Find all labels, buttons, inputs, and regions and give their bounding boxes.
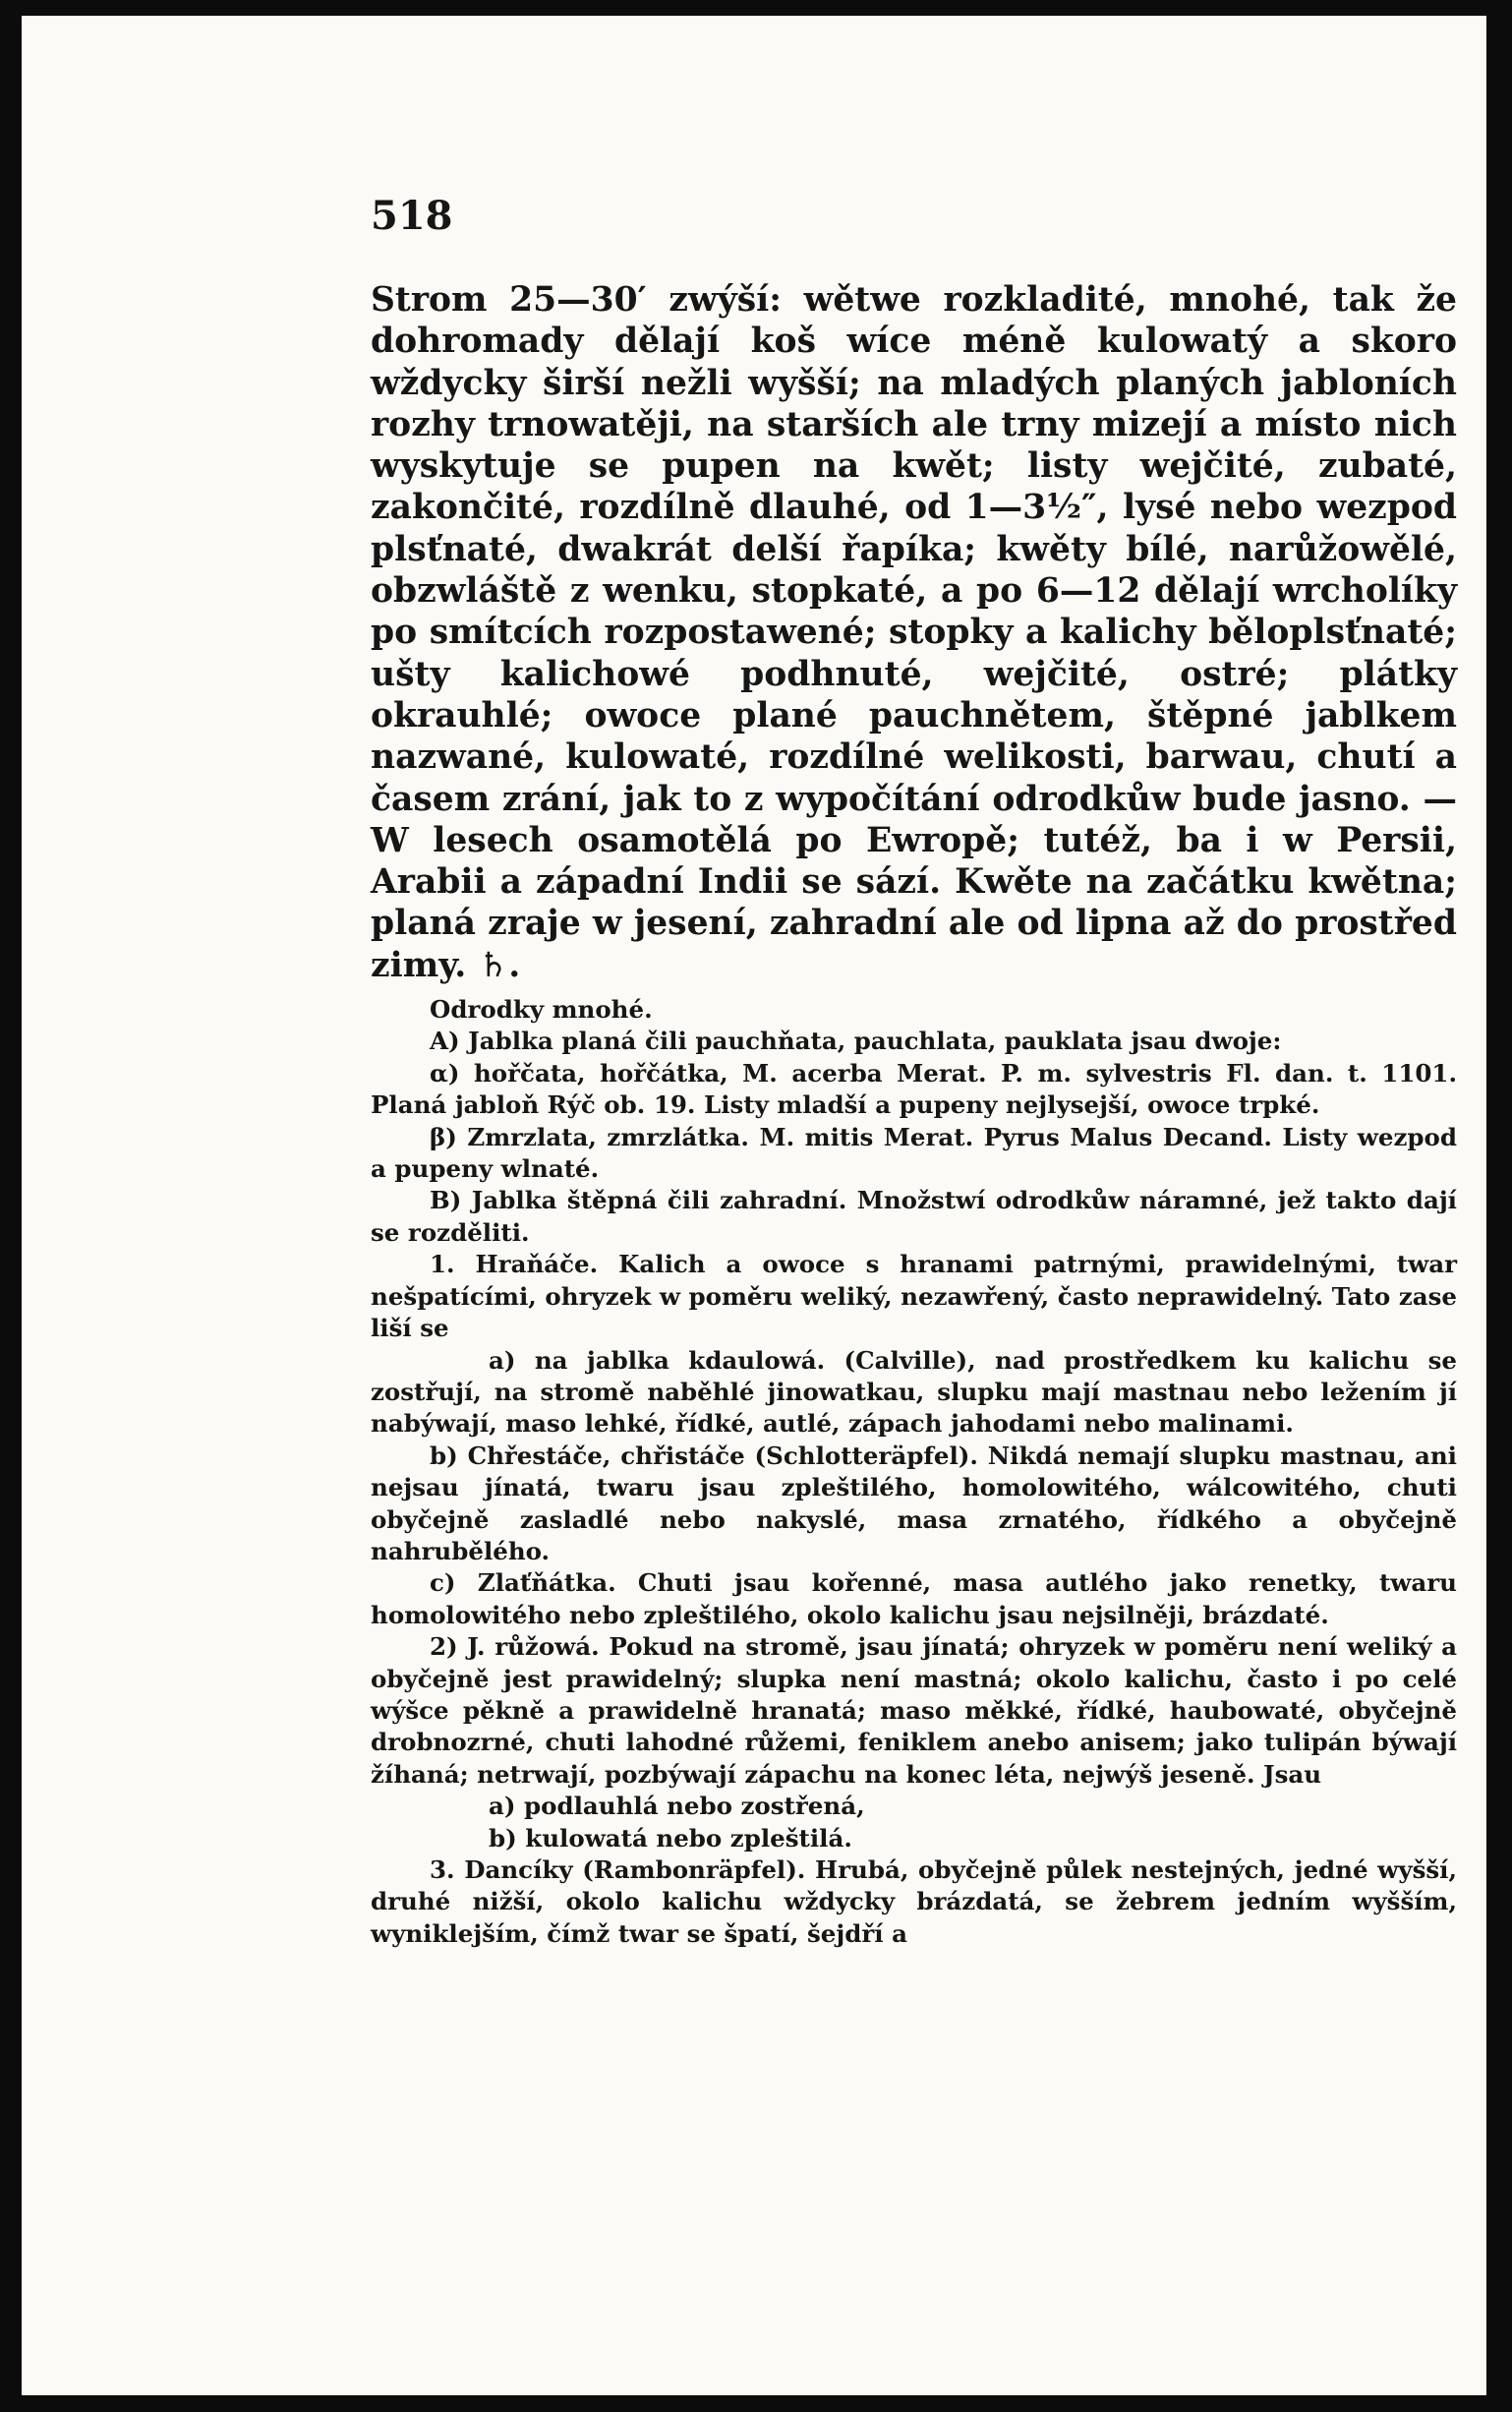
variety-paragraph: β) Zmrzlata, zmrzlátka. M. mitis Merat. Pyrus Malus Decand. Listy wezpod a pupeny wlnaté. bbox=[371, 1122, 1457, 1184]
variety-paragraph: B) Jablka štěpná čili zahradní. Množstwí odrodkůw náramné, jež takto dají se rozděliti. bbox=[371, 1186, 1457, 1247]
variety-paragraph: 1. Hraňáče. Kalich a owoce s hranami patrnými, prawidelnými, twar nešpatícími, ohryzek w poměru weliký, nezawřený, často neprawidelný. Tato zase liší se bbox=[371, 1250, 1457, 1343]
main-description bbox=[371, 279, 1457, 986]
variety-paragraph: A) Jablka planá čili pauchňata, pauchlata, pauklata jsau dwoje: bbox=[430, 1027, 1282, 1056]
main-paragraph: Strom 25—30′ zwýší: wětwe rozkladité, mnohé, tak že dohromady dělají koš wíce méně kulowatý a skoro wždycky širší nežli wyšší; na mladých planých jabloních rozhy trnowatěji, na starších ale trny mizejí a místo nich wyskytuje se pupen na kwět; listy wejčité, zubaté, zakončité, rozdílně dlauhé, od 1—3½″, lysé nebo wezpod plsťnaté, dwakrát delší řapíka; kwěty bílé, narůžowělé, obzwláště z wenku, stopkaté, a po 6—12 dělají wrcholíky po smítcích rozpostawené; stopky a kalichy běloplsťnaté; ušty kalichowé podhnuté, wejčité, ostré; plátky okrauhlé; owoce plané pauchnětem, štěpné jablkem nazwané, kulowaté, rozdílné welikosti, barwau, chutí a časem zrání, jak to z wypočítání odrodkůw bude jasno. — W lesech osamotělá po Ewropě; tutéž, ba i w Persii, Arabii a západní Indii se sází. Kwěte na začátku kwětna; planá zraje w jesení, zahradní ale od lipna až do prostřed zimy. ♄. bbox=[371, 280, 1457, 985]
variety-paragraph: b) kulowatá nebo zpleštilá. bbox=[489, 1823, 852, 1853]
variety-paragraph: b) Chřestáče, chřistáče (Schlotteräpfel). Nikdá nemají slupku mastnau, ani nejsau jínatá, twaru jsau zpleštilého, homolowitého, wálcowitého, chuti obyčejně zasladlé nebo nakyslé, masa zrnatého, řídkého a obyčejně nahrubělého. bbox=[371, 1441, 1457, 1565]
page-number: 518 bbox=[371, 193, 453, 239]
book-page bbox=[22, 16, 1486, 2395]
variety-paragraph: a) podlauhlá nebo zostřená, bbox=[489, 1792, 865, 1821]
variety-paragraph: c) Zlaťňátka. Chuti jsau kořenné, masa autlého jako renetky, twaru homolowitého nebo zpleštilého, okolo kalichu jsau nejsilněji, brázdaté. bbox=[371, 1568, 1457, 1629]
variety-paragraph: 2) J. růžowá. Pokud na stromě, jsau jínatá; ohryzek w poměru není weliký a obyčejně jest prawidelný; slupka není mastná; okolo kalichu, často i po celé wýšce pěkně a prawidelně hranatá; maso měkké, řídké, haubowaté, obyčejně drobnozrné, chuti lahodné růžemi, feniklem anebo anisem; jako tulipán býwají žíhaná; netrwají, pozbýwají zápachu na konec léta, nejwýš jeseně. Jsau bbox=[371, 1632, 1457, 1789]
varieties-section bbox=[371, 994, 1457, 1950]
variety-paragraph: a) na jablka kdaulowá. (Calville), nad prostředkem ku kalichu se zostřují, na stromě naběhlé jinowatkau, slupku mají mastnau nebo ležením jí nabýwají, maso lehké, řídké, autlé, zápach jahodami nebo malinami. bbox=[371, 1345, 1457, 1439]
variety-paragraph: α) hořčata, hořčátka, M. acerba Merat. P. m. sylvestris Fl. dan. t. 1101. Planá jabloň Rýč ob. 19. Listy mladší a pupeny nejlysejší, owoce trpké. bbox=[371, 1058, 1457, 1120]
variety-paragraph: 3. Dancíky (Rambonräpfel). Hrubá, obyčejně půlek nestejných, jedné wyšší, druhé nižší, okolo kalichu wždycky brázdatá, se žebrem jedním wyšším, wyniklejším, čímž twar se špatí, šejdří a bbox=[371, 1855, 1457, 1948]
variety-paragraph: Odrodky mnohé. bbox=[430, 995, 653, 1025]
page-body bbox=[371, 279, 1457, 1950]
